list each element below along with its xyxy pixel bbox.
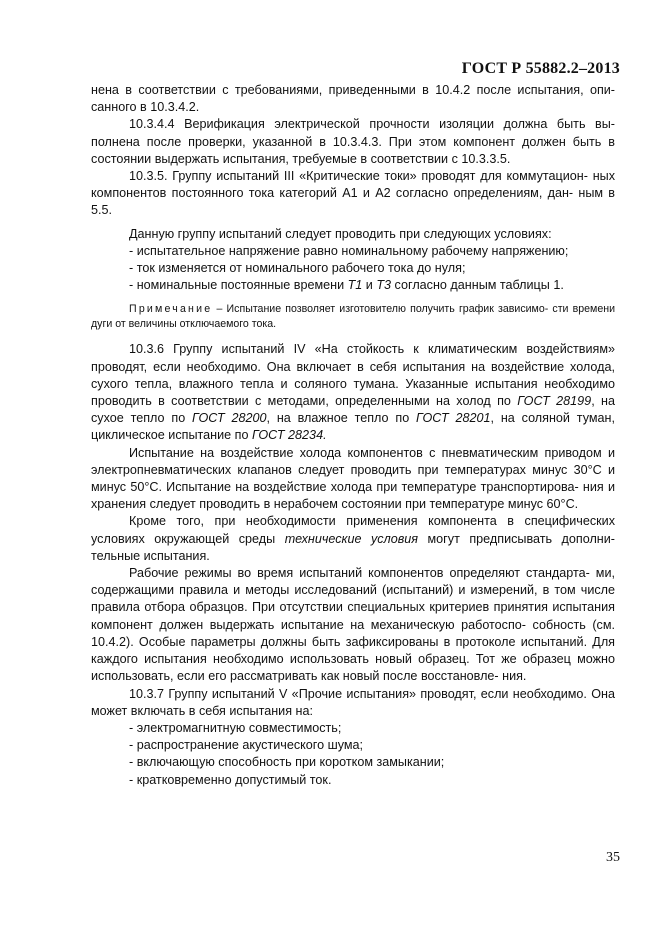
paragraph-operating-modes: Рабочие режимы во время испытаний компонентов определяют стандарта- ми, содержащими правила и методы исследований (испытаний) и измерений, в том числе правила отбора образцов. При отсутствии специальных критериев принятия испытания компонент должен выдержать испытание на механическую работоспо- собность (см. 10.4.2). Особые параметры должны быть зафиксированы в протоколе испытаний. Для каждого испытания необходимо использовать новый образец. Тот же образец можно использовать, если его рассматривать как новый после восстановле- ния. [91,566,615,684]
list-item: - электромагнитную совместимость; [129,720,342,735]
paragraph-specific-conditions: Кроме того, при необходимости применения компонента в специфических условиях окружающей среды технические условия могут предписывать дополни- тельные испытания. [91,514,615,563]
page-number: 35 [606,850,620,865]
list-item: - испытательное напряжение равно номинальному рабочему напряжению; [129,243,569,258]
document-header: ГОСТ Р 55882.2–2013 [461,60,620,77]
list-item-time-constants: - номинальные постоянные времени T1 и T3 согласно данным таблицы 1. [129,278,564,293]
list-item: - ток изменяется от номинального рабочего тока до нуля; [129,261,466,276]
paragraph-10-3-7: 10.3.7 Группу испытаний V «Прочие испытания» проводят, если необходимо. Она может включать в себя испытания на: [91,686,615,718]
list-item: - включающую способность при коротком замыкании; [129,755,445,770]
document-body [91,82,615,789]
paragraph-conditions-intro: Данную группу испытаний следует проводить при следующих условиях: [129,226,552,241]
paragraph-10-3-4-4: 10.3.4.4 Верификация электрической прочности изоляции должна быть вы- полнена после проверки, указанной в 10.3.4.3. При этом компонент должен быть в состоянии выдержать испытания, требуемые в соответствии с 10.3.3.5. [91,117,615,166]
paragraph-continuation: нена в соответствии с требованиями, приведенными в 10.4.2 после испытания, опи- санного в 10.3.4.2. [91,83,615,115]
paragraph-10-3-6: 10.3.6 Группу испытаний IV «На стойкость к климатическим воздействиям» проводят, если необходимо. Она включает в себя испытания на воздействие холода, сухого тепла, влажного тепла и соляного тумана. Указанные испытания необходимо проводить в соответствии с методами, определенными на холод по ГОСТ 28199, на сухое тепло по ГОСТ 28200, на влажное тепло по ГОСТ 28201, на соляной туман, циклическое испытание по ГОСТ 28234. [91,342,615,443]
paragraph-10-3-5: 10.3.5. Группу испытаний III «Критические токи» проводят для коммутацион- ных компонентов постоянного тока категорий А1 и А2 согласно определениям, дан- ным в 5.5. [91,169,615,218]
list-item: - кратковременно допустимый ток. [129,772,332,787]
note-text: – Испытание позволяет изготовителю получить график зависимо- сти времени дуги от величины отключаемого тока. [91,303,615,331]
paragraph-cold-test: Испытание на воздействие холода компонентов с пневматическим приводом и электропневматических клапанов следует проводить при температурах минус 30°С и минус 50°С. Испытание на воздействие холода при температуре транспортирова- ния и хранения следует проводить в нерабочем состоянии при температуре минус 60°С. [91,445,615,512]
list-item: - распространение акустического шума; [129,738,364,753]
note-label: Примечание [129,303,213,316]
note [91,302,615,332]
